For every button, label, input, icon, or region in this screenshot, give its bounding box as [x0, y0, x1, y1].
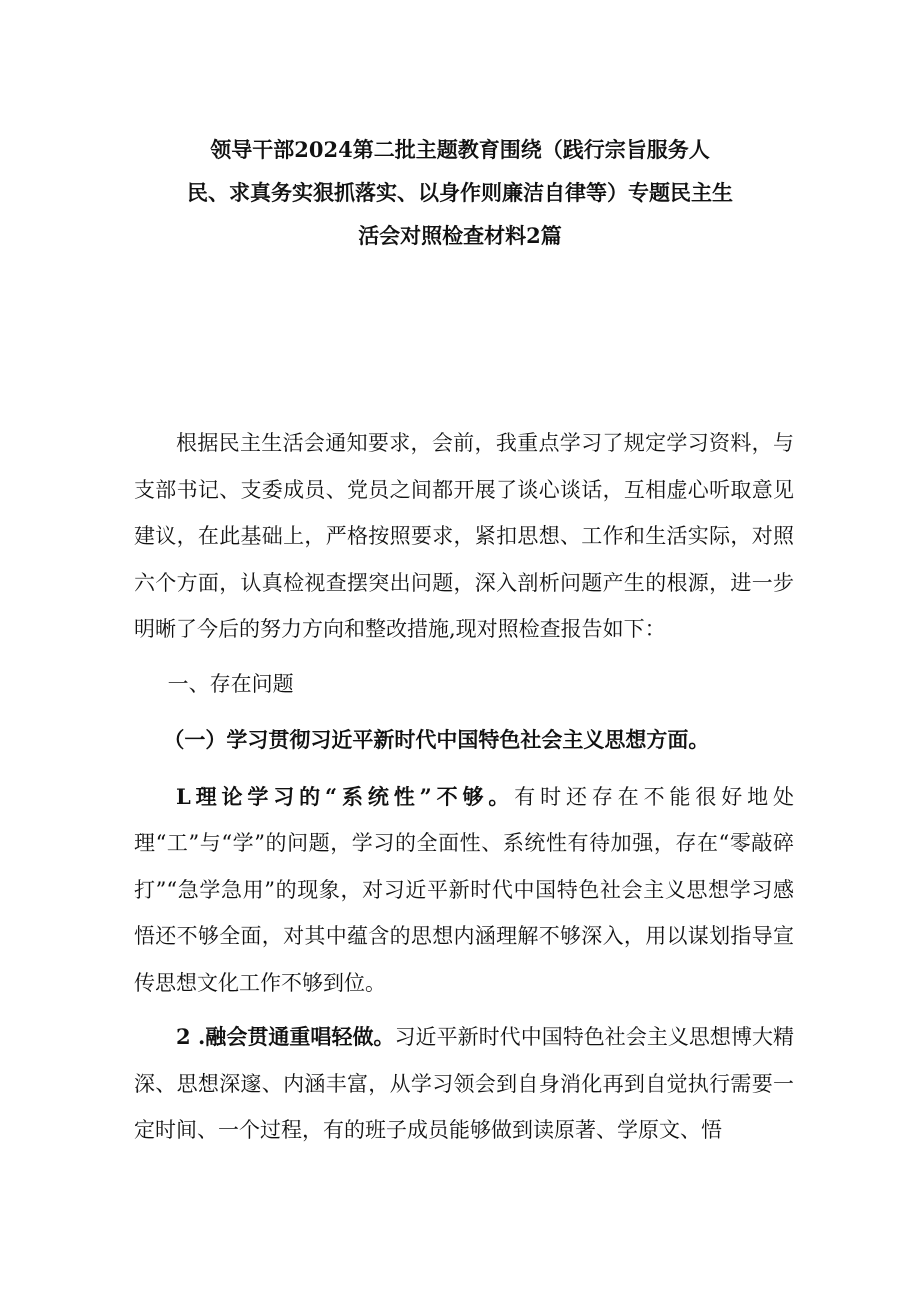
- point-1-lead: L理论学习的“系统性”不够。: [176, 783, 515, 809]
- document-body: [134, 420, 794, 1158]
- title-line-2: 民、求真务实狠抓落实、以身作则廉洁自律等）专题民主生: [187, 180, 733, 205]
- document-title: [130, 128, 790, 257]
- point-1-paragraph: [134, 774, 794, 1007]
- section-heading-problems: 一、存在问题: [167, 671, 294, 696]
- intro-paragraph: 根据民主生活会通知要求，会前，我重点学习了规定学习资料，与支部书记、支委成员、党员之间都开展了谈心谈话，互相虚心听取意见建议，在此基础上，严格按照要求，紧扣思想、工作和生活实际，对照六个方面，认真检视查摆突出问题，深入剖析问题产生的根源，进一步明晰了今后的努力方向和整改措施,现对照检查报告如下：: [134, 431, 794, 641]
- title-line-1: 领导干部2024第二批主题教育围绕（践行宗旨服务人: [210, 137, 710, 162]
- point-2-paragraph: [134, 1014, 794, 1154]
- subsection-heading-study: （一）学习贯彻习近平新时代中国特色社会主义思想方面。: [163, 727, 710, 752]
- point-2-text: 习近平新时代中国特色社会主义思想博大精深、思想深邃、内涵丰富，从学习领会到自身消化再到自觉执行需要一定时间、一个过程，有的班子成员能够做到读原著、学原文、悟: [134, 1025, 795, 1142]
- point-1-text: 有时还存在不能很好地处理“工”与“学”的问题，学习的全面性、系统性有待加强，存在“零敲碎打”“急学急用”的现象，对习近平新时代中国特色社会主义思想学习感悟还不够全面，对其中蕴含的思想内涵理解不够深入，用以谋划指导宣传思想文化工作不够到位。: [134, 784, 794, 995]
- title-line-3: 活会对照检查材料2篇: [358, 223, 562, 248]
- point-2-lead: 2 .融会贯通重唱轻做。: [176, 1024, 395, 1049]
